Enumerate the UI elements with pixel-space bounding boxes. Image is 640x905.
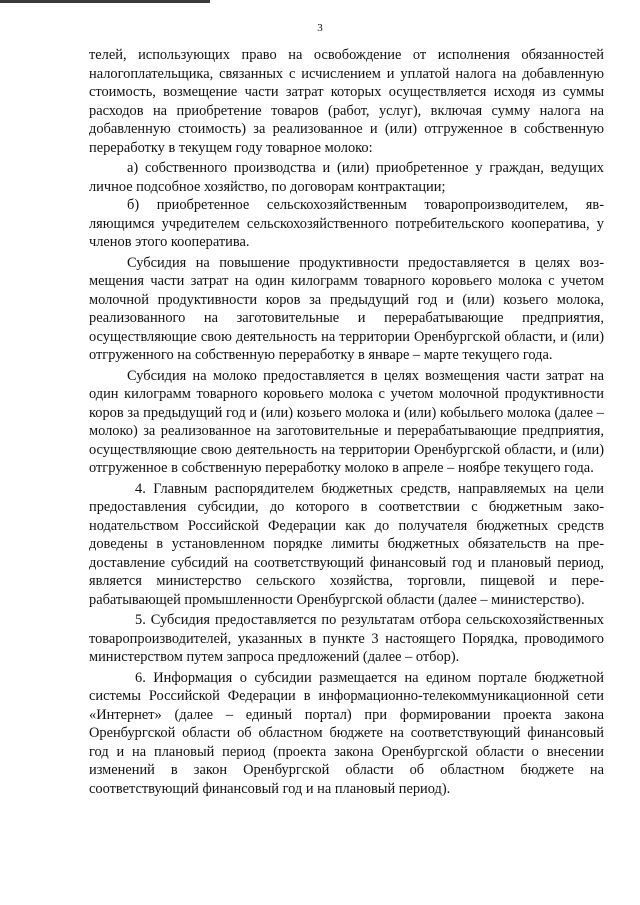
paragraph-clause-6: 6. Информация о субсидии размещается на едином портале бюджетной системы Российской Федерации в информационно-телекоммуникационной сети «Интернет» (далее – единый портал) при формировании проекта закона Оренбургской области об областном бюджете на соответствующий финансовый год и на плановый период (проекта закона Оренбургской области о внесении изменений в закон Оренбургской области об областном бюджете на соответствующий финансовый год и на плановый период). xyxy=(89,669,604,797)
paragraph-clause-4: 4. Главным распорядителем бюджетных средств, направляемых на цели предоставления субсидии, до которого в соответствии с бюджетным законодательством Российской Федерации как до получателя бюджетных средств доведены в установленном порядке лимиты бюджетных обязательств на предоставление субсидий на соответствующий финансовый год и плановый период, является министерство сельского хозяйства, торговли, пищевой и перерабатывающей промышленности Оренбургской области (далее – министерство). xyxy=(89,480,604,608)
document-body xyxy=(89,46,604,798)
paragraph-item-b: б) приобретенное сельскохозяйственным товаропроизводителем, являющимся учредителем сельскохозяйственного потребительского кооператива, у членов этого кооператива. xyxy=(89,197,604,250)
paragraph-milk-subsidy: Субсидия на молоко предоставляется в целях возмещения части затрат на один килограмм товарного коровьего молока с учетом молочной продуктивности коров за предыдущий год и (или) козьего молока и (или) кобыльего молока (далее – молоко) за реализованное на заготовительные и перерабатывающие предприятия, осуществляющие свою деятельность на территории Оренбургской области, и (или) отгруженное в собственную переработку молоко в апреле – ноябре текущего года. xyxy=(89,367,604,476)
paragraph-continuation: телей, использующих право на освобождение от исполнения обязанностей налогоплательщика, связанных с исчислением и уплатой налога на добавленную стоимость, возмещение части затрат которых осуществляется исходя из суммы расходов на приобретение товаров (работ, услуг), включая сумму налога на добавленную стоимость) за реализованное и (или) отгруженное в собственную переработку в текущем году товарное молоко: xyxy=(89,47,604,156)
scan-edge xyxy=(0,0,210,3)
paragraph-item-a: а) собственного производства и (или) приобретенное у граждан, ведущих личное подсобное хозяйство, по договорам контрактации; xyxy=(89,160,604,195)
page-number: 3 xyxy=(317,22,323,34)
paragraph-clause-5: 5. Субсидия предоставляется по результатам отбора сельскохозяйственных товаропроизводителей, указанных в пункте 3 настоящего Порядка, проводимого министерством путем запроса предложений (далее – отбор). xyxy=(89,612,604,665)
paragraph-productivity-subsidy: Субсидия на повышение продуктивности предоставляется в целях возмещения части затрат на один килограмм товарного коровьего молока с учетом молочной продуктивности коров за предыдущий год и (или) козьего молока, реализованного на заготовительные и перерабатывающие предприятия, осуществляющие свою деятельность на территории Оренбургской области, и (или) отгруженного на собственную переработку в январе – марте текущего года. xyxy=(89,254,604,363)
